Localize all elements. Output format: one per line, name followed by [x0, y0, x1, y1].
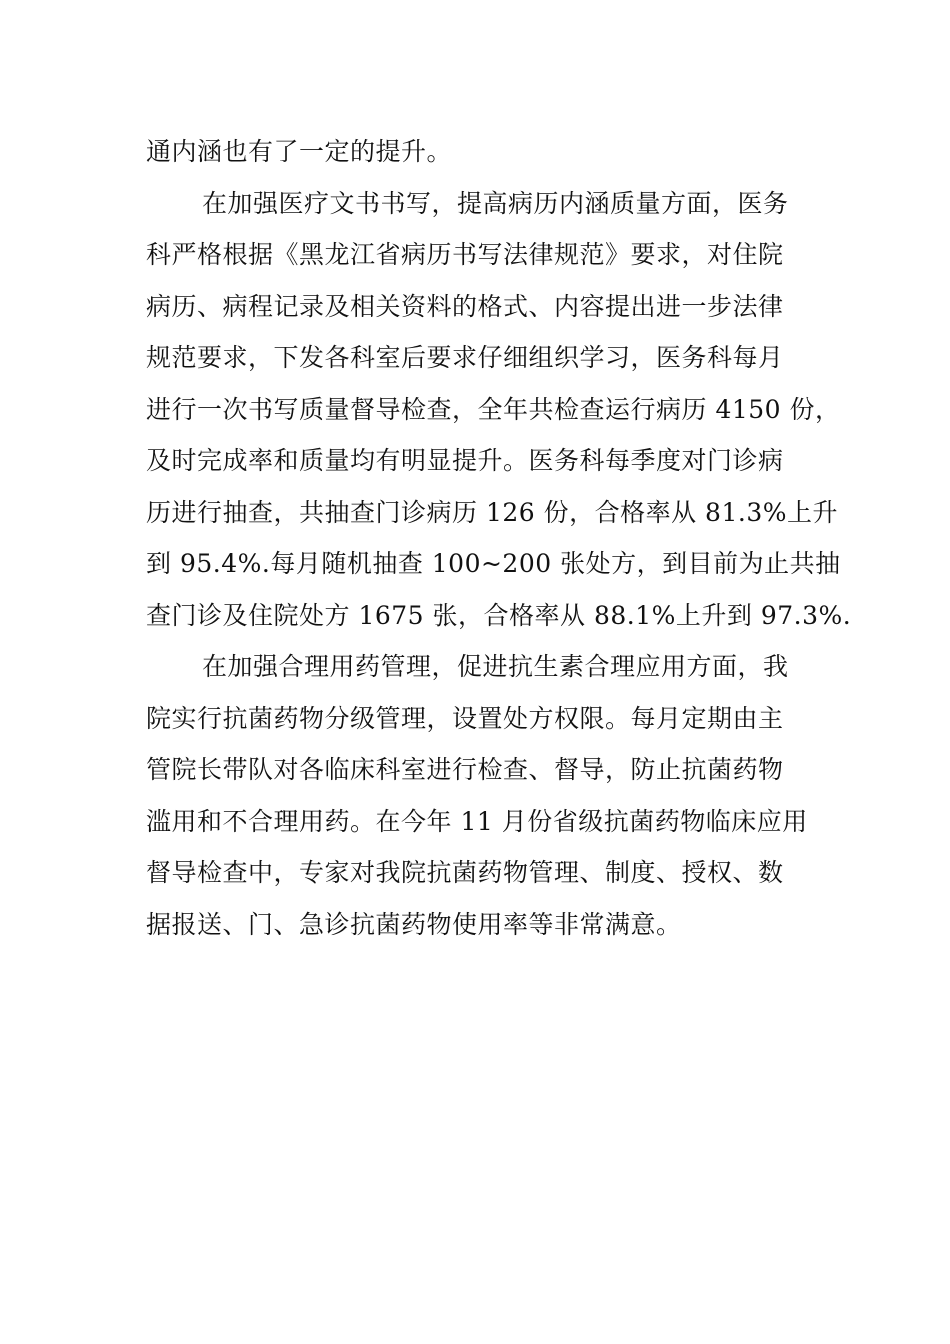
text-line: 查门诊及住院处方 1675 张，合格率从 88.1%上升到 97.3%. [146, 600, 852, 630]
text-line: 院实行抗菌药物分级管理，设置处方权限。每月定期由主 [146, 703, 784, 733]
text-line: 到 95.4%.每月随机抽查 100~200 张处方，到目前为止共抽 [146, 549, 841, 578]
text-line: 历进行抽查，共抽查门诊病历 126 份，合格率从 81.3%上升 [146, 497, 838, 527]
text-line: 管院长带队对各临床科室进行检查、督导，防止抗菌药物 [146, 755, 784, 784]
paragraph-2 [146, 178, 852, 642]
document-body [146, 126, 852, 950]
text-line: 督导检查中，专家对我院抗菌药物管理、制度、授权、数 [146, 858, 784, 887]
paragraph-1 [146, 126, 806, 178]
text-line: 在加强合理用药管理，促进抗生素合理应用方面，我 [202, 652, 789, 681]
text-line: 病历、病程记录及相关资料的格式、内容提出进一步法律 [146, 291, 784, 321]
text-line: 进行一次书写质量督导检查，全年共检查运行病历 4150 份， [146, 394, 841, 424]
text-line: 据报送、门、急诊抗菌药物使用率等非常满意。 [146, 909, 682, 939]
text-line: 及时完成率和质量均有明显提升。医务科每季度对门诊病 [146, 446, 784, 475]
text-line: 科严格根据《黑龙江省病历书写法律规范》要求，对住院 [146, 240, 784, 269]
text-line: 通内涵也有了一定的提升。 [146, 137, 453, 166]
text-line: 在加强医疗文书书写，提高病历内涵质量方面，医务 [202, 188, 789, 218]
text-line: 规范要求，下发各科室后要求仔细组织学习，医务科每月 [146, 343, 784, 372]
text-line: 滥用和不合理用药。在今年 11 月份省级抗菌药物临床应用 [146, 806, 808, 836]
paragraph-3 [146, 641, 806, 950]
